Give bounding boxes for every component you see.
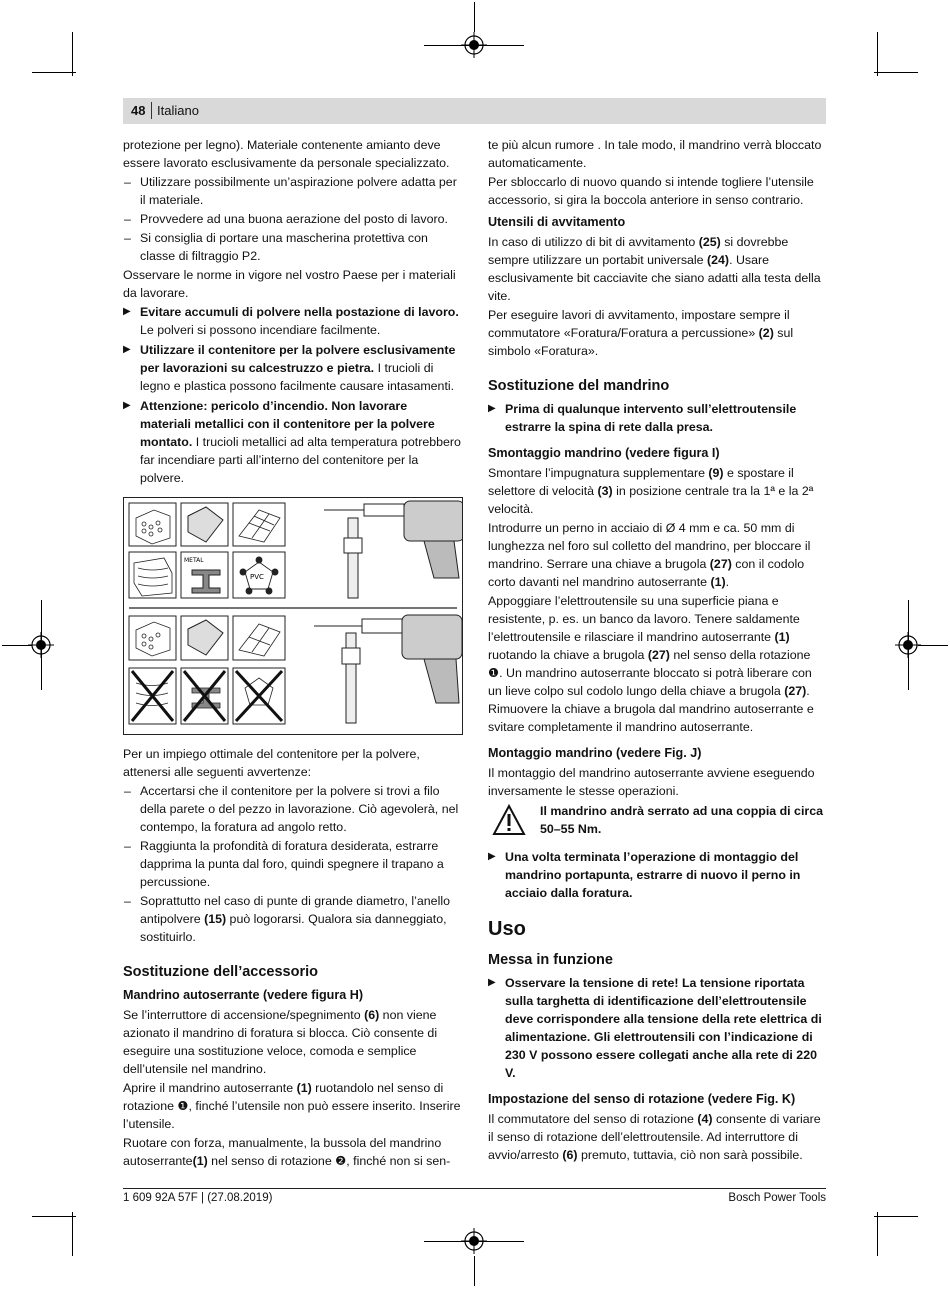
dust-container-figure [123,497,463,735]
registration-target-icon [895,632,921,658]
crop-mark [874,72,918,73]
paragraph: Smontare l’impugnatura supplementare (9) e spostare il selettore di velocità (3) in posizione centrale tra la 1ª e la 2ª velocità. [488,466,814,516]
paragraph: Osservare le norme in vigore nel vostro Paese per i materiali da lavorare. [123,268,456,300]
right-column [488,136,826,1165]
header-divider [151,102,152,119]
page-number: 48 [131,103,146,118]
paragraph: In caso di utilizzo di bit di avvitamento (25) si dovrebbe sempre utilizzare un portabit universale (24). Usare esclusivamente bit cacciavite che siano adatti alla testa della vite. [488,235,821,303]
footer-brand: Bosch Power Tools [728,1192,826,1204]
bullet-item: ▶ Una volta terminata l’operazione di montaggio del mandrino portapunta, estrarre di nuovo il perno in acciaio dalla foratura. [488,850,801,900]
dash-item: – Utilizzare possibilmente un’aspirazione polvere adatta per il materiale. [124,175,457,207]
crop-mark [32,1216,76,1217]
crop-mark [72,1212,73,1256]
crop-mark [874,1216,918,1217]
footer-divider [123,1188,826,1189]
paragraph: Appoggiare l’elettroutensile su una superficie piana e resistente, p. es. un banco da lavoro. Tenere saldamente l’elettroutensile e rilasciare il mandrino autoserrante (1) ruotando la chiave a brugola (27) nel senso della rotazione ❶. Un mandrino autoserrante bloccato si potrà liberare con un lieve colpo sul codolo lungo della chiave a brugola (27). Rimuovere la chiave a brugola dal mandrino autoserrante e svitare completamente il mandrino autoserrante. [488,594,814,734]
dash-item: – Si consiglia di portare una mascherina protettiva con classe di filtraggio P2. [124,231,428,263]
dash-item: – Raggiunta la profondità di foratura desiderata, estrarre dapprima la punta dal foro, quindi spegnere il trapano a percussione. [124,839,444,889]
metal-label: METAL [184,557,204,564]
paragraph: Aprire il mandrino autoserrante (1) ruotandolo nel senso di rotazione ❶, finché l’utensile non può essere inserito. Inserire l’utensile. [123,1081,461,1131]
crop-mark [877,1212,878,1256]
crop-mark [32,72,76,73]
material-illustration [124,498,462,734]
subsection-heading: Impostazione del senso di rotazione (vedere Fig. K) [488,1092,796,1106]
crop-mark [877,32,878,76]
crop-mark [918,645,948,646]
paragraph: Per eseguire lavori di avvitamento, impostare sempre il commutatore «Foratura/Foratura a percussione» (2) sul simbolo «Foratura». [488,308,794,358]
crop-mark [72,32,73,76]
language-label: Italiano [157,103,199,118]
dash-item: – Accertarsi che il contenitore per la polvere si trovi a filo della parete o del pezzo in lavorazione. Ciò agevolerà, nel contempo, la foratura ad angolo retto. [124,784,459,834]
section-heading: Sostituzione dell’accessorio [123,964,318,980]
registration-target-icon [461,1228,487,1254]
subsection-heading: Mandrino autoserrante (vedere figura H) [123,988,364,1002]
paragraph: Ruotare con forza, manualmente, la bussola del mandrino autoserrante(1) nel senso di rotazione ❷, finché non si sen- [123,1136,451,1168]
section-heading: Messa in funzione [488,952,613,968]
registration-target-icon [28,632,54,658]
bullet-item: ▶ Evitare accumuli di polvere nella postazione di lavoro. Le polveri si possono incendiare facilmente. [123,305,459,337]
bullet-item: ▶ Attenzione: pericolo d’incendio. Non lavorare materiali metallici con il contenitore per la polvere montato. I trucioli metallici ad alta temperatura potrebbero far incendiare parti all’interno del contenitore per la polvere. [123,399,461,485]
crop-mark [474,1256,475,1286]
crop-mark [474,2,475,32]
pvc-label: PVC [250,573,264,581]
left-column [123,136,461,1171]
bullet-item: ▶ Utilizzare il contenitore per la polvere esclusivamente per lavorazioni su calcestruzzo e pietra. I trucioli di legno e plastica possono facilmente causare intasamenti. [123,343,456,393]
chapter-heading: Uso [488,918,526,940]
paragraph: Il commutatore del senso di rotazione (4) consente di variare il senso di rotazione dell’elettroutensile. Ad interruttore di avvio/arresto (6) premuto, tuttavia, ciò non sarà possibile. [488,1112,821,1162]
paragraph: Per sbloccarlo di nuovo quando si intende togliere l’utensile accessorio, si gira la boccola anteriore in senso contrario. [488,175,814,207]
warning-icon [492,804,526,836]
subsection-heading: Utensili di avvitamento [488,215,626,229]
section-heading: Sostituzione del mandrino [488,378,670,394]
warning-note: Il mandrino andrà serrato ad una coppia di circa 50–55 Nm. [488,802,826,842]
paragraph: Introdurre un perno in acciaio di Ø 4 mm e ca. 50 mm di lunghezza nel foro sul colletto del mandrino, per bloccare il mandrino. Serrare una chiave a brugola (27) con il codolo corto davanti nel mandrino autoserrante (1). [488,521,811,589]
footer-doc-info: 1 609 92A 57F | (27.08.2019) [123,1192,273,1204]
bullet-item: ▶ Prima di qualunque intervento sull’elettroutensile estrarre la spina di rete dalla presa. [488,402,797,434]
doc-code: 1 609 92A 57F [123,1192,198,1204]
subsection-heading: Smontaggio mandrino (vedere figura I) [488,446,720,460]
dash-item: – Soprattutto nel caso di punte di grande diametro, l’anello antipolvere (15) può logorarsi. Qualora sia danneggiato, sostituirlo. [124,894,450,944]
bullet-item: ▶ Osservare la tensione di rete! La tensione riportata sulla targhetta di identificazione dell’elettroutensile deve corrispondere alla tensione della rete elettrica di alimentazione. Gli elettroutensili con l’indicazione di 230 V possono essere collegati anche alla rete di 220 V. [488,976,822,1080]
paragraph: protezione per legno). Materiale contenente amianto deve essere lavorato esclusivamente da personale specializzato. [123,138,450,170]
paragraph: Se l’interruttore di accensione/spegnimento (6) non viene azionato il mandrino di foratura si blocca. Ciò consente di eseguire una sostituzione veloce, comoda e semplice dell’utensile nel mandrino. [123,1008,438,1076]
paragraph: te più alcun rumore . In tale modo, il mandrino verrà bloccato automaticamente. [488,138,822,170]
dash-item: – Provvedere ad una buona aerazione del posto di lavoro. [124,212,448,226]
doc-date: (27.08.2019) [207,1192,273,1204]
paragraph: Per un impiego ottimale del contenitore per la polvere, attenersi alle seguenti avvertenze: [123,747,420,779]
page-header [123,98,826,124]
subsection-heading: Montaggio mandrino (vedere Fig. J) [488,746,702,760]
paragraph: Il montaggio del mandrino autoserrante avviene eseguendo inversamente le stesse operazioni. [488,766,815,798]
registration-target-icon [461,32,487,58]
